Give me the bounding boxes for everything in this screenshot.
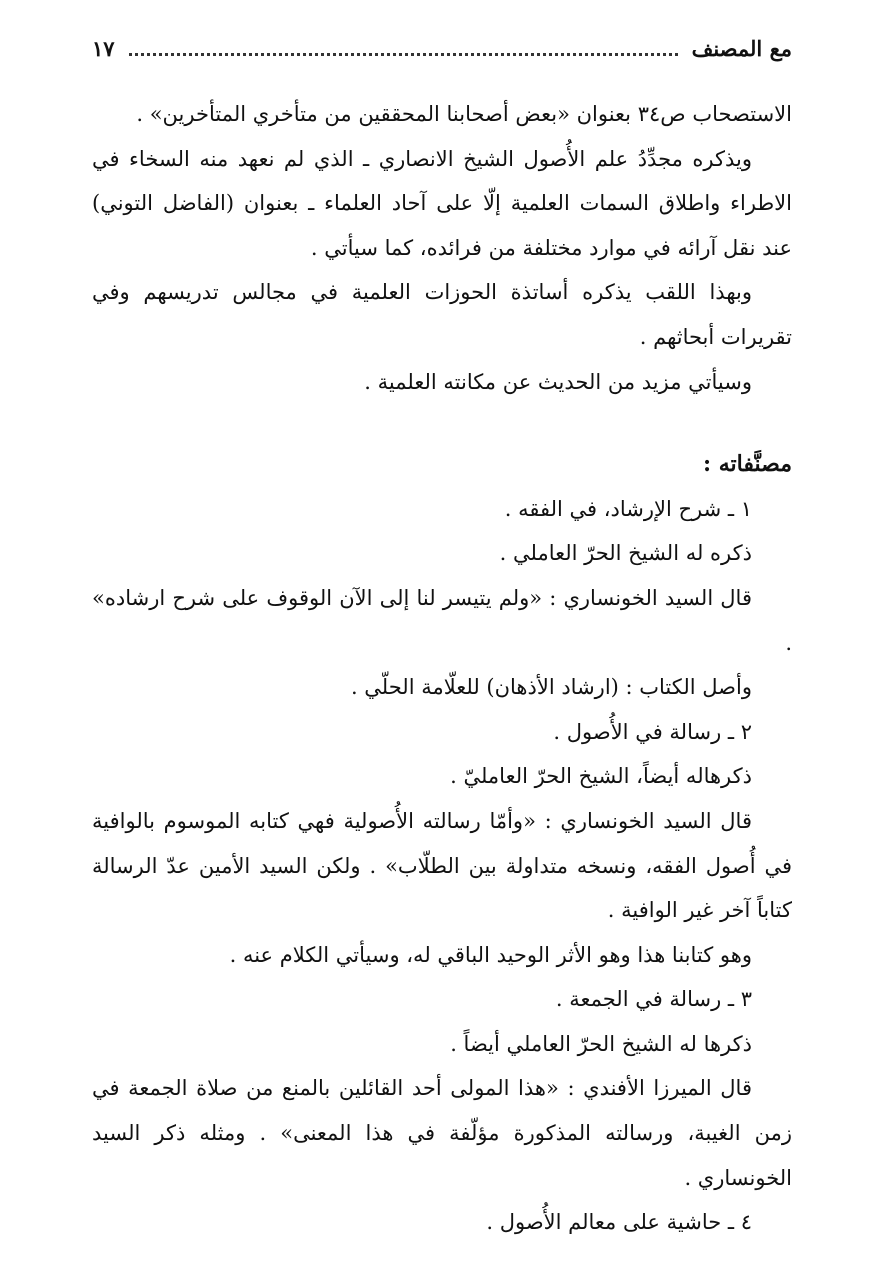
work-item-title: ٤ ـ حاشية على معالم الأُصول . (486, 1210, 752, 1235)
work-item-title: ٢ ـ رسالة في الأُصول . (553, 719, 752, 744)
page-header (92, 28, 792, 68)
work-quote: قال السيد الخونساري : «ولم يتيسر لنا إلى الآن الوقوف على شرح ارشاده» . (92, 585, 792, 655)
work-quote: قال الميرزا الأفندي : «هذا المولى أحد القائلين بالمنع من صلاة الجمعة في زمن الغيبة، ورسالته المذكورة مؤلّفة في هذا المعنى» . ومثله ذكر السيد الخونساري . (92, 1076, 792, 1190)
work-note: ذكرها له الشيخ الحرّ العاملي أيضاً . (450, 1031, 752, 1056)
paragraph: وسيأتي مزيد من الحديث عن مكانته العلمية . (364, 369, 752, 394)
dot-leader (129, 53, 678, 56)
paragraph-continuation: الاستصحاب ص٣٤ بعنوان «بعض أصحابنا المحققين من متأخري المتأخرين» . (136, 102, 792, 126)
page-number: ١٧ (92, 35, 115, 61)
work-note: وأصل الكتاب : (ارشاد الأذهان) للعلّامة الحلّي . (350, 675, 752, 700)
work-item-title: ٣ ـ رسالة في الجمعة . (555, 987, 752, 1012)
work-note: ذكرهاله أيضاً، الشيخ الحرّ العامليّ . (450, 764, 752, 789)
body-text (92, 92, 792, 1245)
paragraph: ويذكره مجدِّدُ علم الأُصول الشيخ الانصاري ـ الذي لم نعهد منه السخاء في الاطراء واطلاق السمات العلمية إلّا على آحاد العلماء ـ بعنوان (الفاضل التوني) عند نقل آرائه في موارد مختلفة من فرائده، كما سيأتي . (92, 146, 792, 260)
work-note: ذكره له الشيخ الحرّ العاملي . (499, 541, 752, 566)
paragraph: وبهذا اللقب يذكره أساتذة الحوزات العلمية في مجالس تدريسهم وفي تقريرات أبحاثهم . (92, 280, 792, 349)
running-head: مع المصنف (691, 35, 792, 61)
work-quote: قال السيد الخونساري : «وأمّا رسالته الأُصولية فهي كتابه الموسوم بالوافية في أُصول الفقه، ونسخه متداولة بين الطلّاب» . ولكن السيد الأمين عدّ الرسالة كتاباً آخر غير الوافية . (92, 808, 792, 923)
work-note: وهو كتابنا هذا وهو الأثر الوحيد الباقي له، وسيأتي الكلام عنه . (229, 942, 752, 967)
work-item-title: ١ ـ شرح الإرشاد، في الفقه . (504, 496, 752, 521)
section-title: مصنَّفاته : (702, 451, 792, 478)
